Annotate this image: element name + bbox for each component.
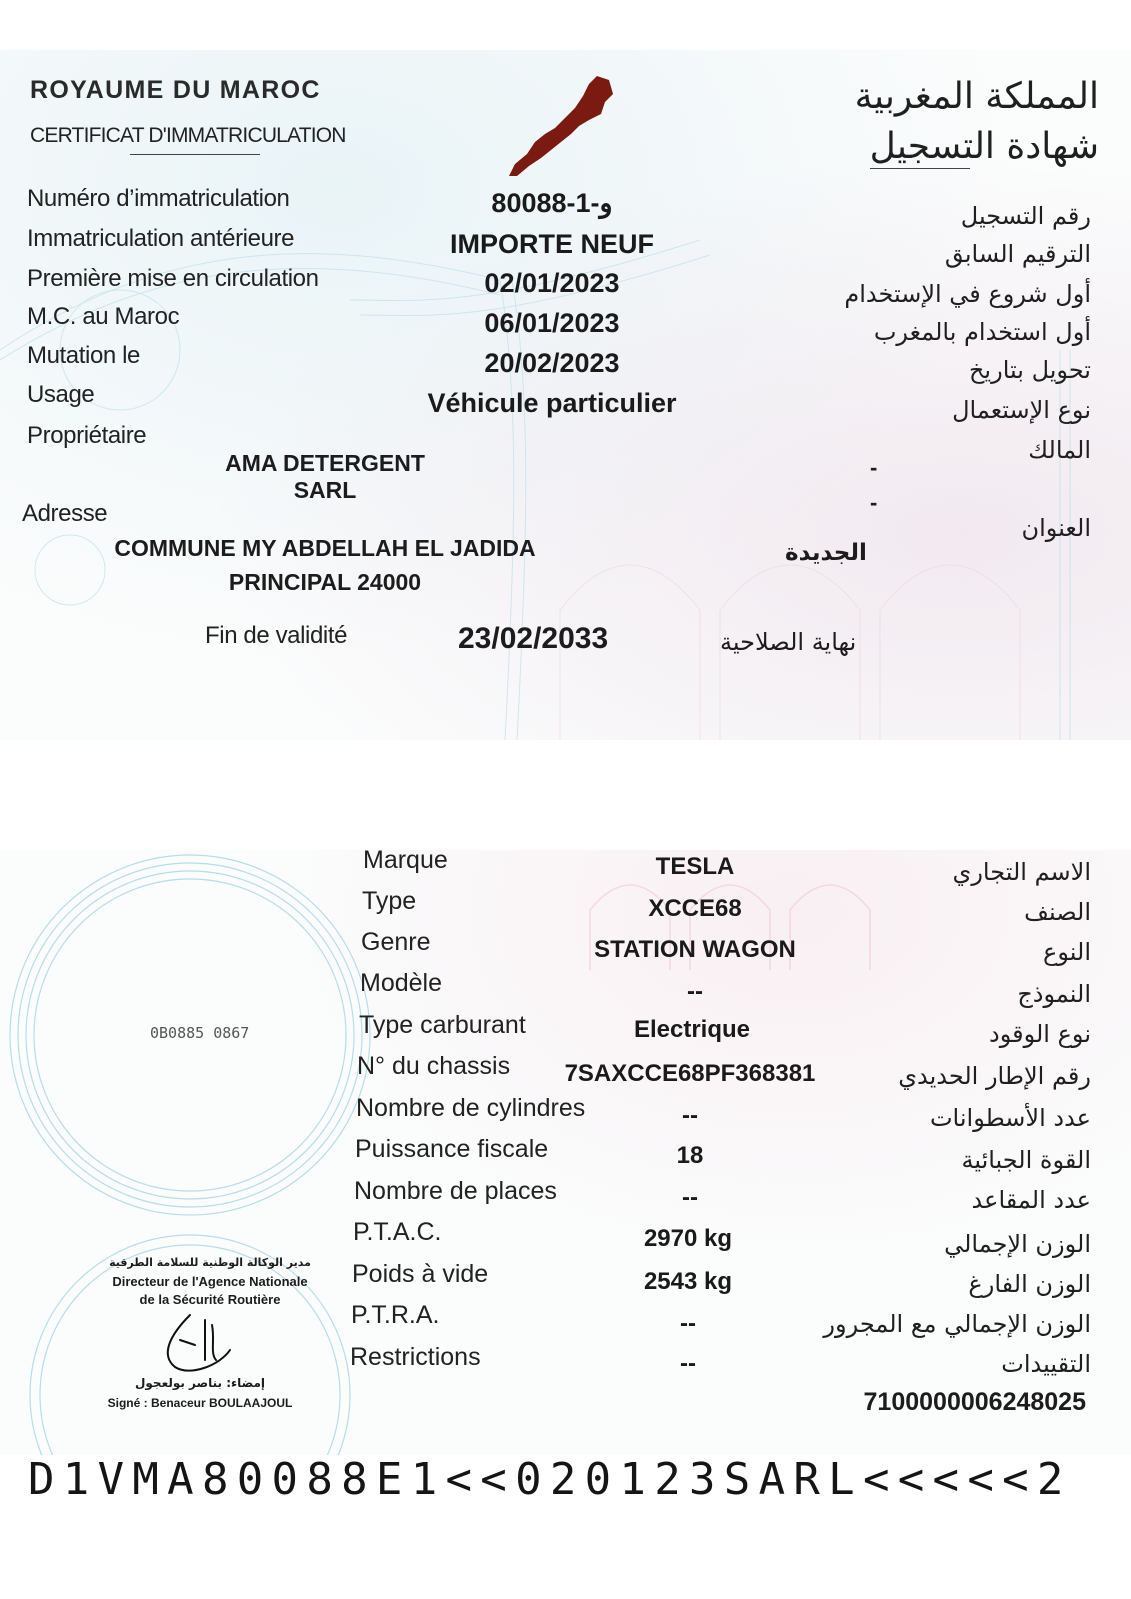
label-validity: Fin de validité [205,622,348,649]
label-genre: Genre [361,928,431,956]
handwritten-signature [150,1305,260,1380]
value-seats: -- [682,1184,698,1211]
value-usage: Véhicule particulier [427,388,677,418]
label-model: Modèle [360,969,442,997]
owner-name-line1: AMA DETERGENT [225,450,425,476]
country-name-fr: ROYAUME DU MAROC [30,76,321,104]
value-first-use-morocco: 06/01/2023 [484,308,620,338]
label-restrictions: Restrictions [350,1343,481,1371]
label-ar-fuel-type: نوع الوقود [989,1020,1091,1048]
value-empty-weight: 2543 kg [643,1268,733,1295]
signatory-name-fr: Signé : Benaceur BOULAAJOUL [107,1396,293,1410]
document-title-ar: شهادة التسجيل [869,126,1099,167]
label-fiscal-power: Puissance fiscale [355,1135,549,1163]
signatory-title-fr-2: de la Sécurité Routière [139,1292,281,1307]
value-gross-train-weight: -- [680,1310,696,1337]
address-line2: PRINCIPAL 24000 [228,569,422,595]
value-validity: 23/02/2033 [458,622,609,655]
label-ar-fiscal-power: القوة الجبائية [961,1146,1091,1174]
signatory-title-fr-1: Directeur de l'Agence Nationale [112,1274,308,1289]
registration-card-back [0,850,1131,1455]
value-registration-number: 80088-و-1 [491,188,613,218]
registration-card-front [0,50,1131,740]
value-genre: STATION WAGON [594,936,796,963]
label-previous-registration: Immatriculation antérieure [27,225,295,252]
label-cylinders: Nombre de cylindres [356,1094,586,1122]
signatory-title-ar: مدير الوكالة الوطنية للسلامة الطرقية [109,1256,311,1269]
owner-ar-placeholder-2: - [870,490,878,515]
label-ar-type: الصنف [1024,898,1091,926]
value-fiscal-power: 18 [676,1142,704,1169]
label-ar-model: النموذج [1017,980,1091,1008]
label-ar-gross-weight: الوزن الإجمالي [944,1230,1091,1258]
morocco-map-emblem [505,72,625,182]
label-ar-mutation-date: تحويل بتاريخ [968,356,1091,384]
value-model: -- [687,978,703,1005]
label-ar-previous-registration: الترقيم السابق [944,240,1091,268]
value-brand: TESLA [655,853,735,880]
card-serial-number: 0B0885 0867 [150,1024,250,1042]
document-title-fr: CERTIFICAT D'IMMATRICULATION [30,124,346,147]
label-fuel-type: Type carburant [359,1011,526,1039]
address-line1: COMMUNE MY ABDELLAH EL JADIDA [114,535,536,561]
label-address: Adresse [22,500,108,527]
title-underline-ar [870,168,970,169]
label-ar-owner: المالك [1028,436,1091,464]
label-usage: Usage [27,381,95,408]
label-ar-first-circulation: أول شروع في الإستخدام [844,280,1091,308]
title-underline [130,154,260,155]
label-ar-restrictions: التقييدات [1001,1350,1091,1378]
value-type: XCCE68 [648,895,742,922]
label-ar-validity: نهاية الصلاحية [720,628,857,656]
signatory-name-ar: إمضاء: بناصر بولعجول [134,1376,266,1390]
label-ar-empty-weight: الوزن الفارغ [968,1270,1091,1298]
machine-readable-zone: D1VMA80088E1<<020123SARL<<<<<2 [28,1454,1072,1505]
label-ar-chassis-number: رقم الإطار الحديدي [898,1062,1091,1090]
label-first-circulation: Première mise en circulation [27,265,319,292]
label-ar-genre: النوع [1043,938,1091,966]
document-number: 7100000006248025 [863,1388,1086,1416]
label-chassis-number: N° du chassis [357,1052,511,1080]
label-gross-weight: P.T.A.C. [353,1218,442,1246]
label-brand: Marque [363,850,448,874]
label-mutation-date: Mutation le [27,342,140,369]
value-chassis-number: 7SAXCCE68PF368381 [564,1060,816,1087]
value-first-circulation: 02/01/2023 [484,268,620,298]
label-ar-registration-number: رقم التسجيل [960,202,1091,230]
label-ar-cylinders: عدد الأسطوانات [929,1104,1091,1132]
value-restrictions: -- [680,1350,696,1377]
owner-ar-placeholder-1: - [870,455,878,480]
label-ar-first-use-morocco: أول استخدام بالمغرب [873,318,1091,346]
owner-name-line2: SARL [293,477,357,503]
label-ar-gross-train-weight: الوزن الإجمالي مع المجرور [823,1310,1091,1338]
address-city-ar: الجديدة [785,540,867,566]
label-seats: Nombre de places [354,1177,557,1205]
label-ar-usage: نوع الإستعمال [952,396,1091,424]
country-name-ar: المملكة المغربية [854,76,1099,117]
label-owner: Propriétaire [27,422,147,449]
label-empty-weight: Poids à vide [352,1260,489,1288]
label-first-use-morocco: M.C. au Maroc [27,303,180,330]
label-registration-number: Numéro d’immatriculation [27,185,290,212]
label-ar-address: العنوان [1021,514,1091,542]
value-cylinders: -- [682,1102,698,1129]
value-previous-registration: IMPORTE NEUF [449,229,654,259]
value-gross-weight: 2970 kg [643,1225,733,1252]
value-fuel-type: Electrique [633,1016,751,1043]
label-ar-brand: الاسم التجاري [952,858,1091,886]
label-type: Type [362,887,417,915]
label-gross-train-weight: P.T.R.A. [351,1301,440,1329]
value-mutation-date: 20/02/2023 [484,348,620,378]
label-ar-seats: عدد المقاعد [971,1186,1091,1214]
